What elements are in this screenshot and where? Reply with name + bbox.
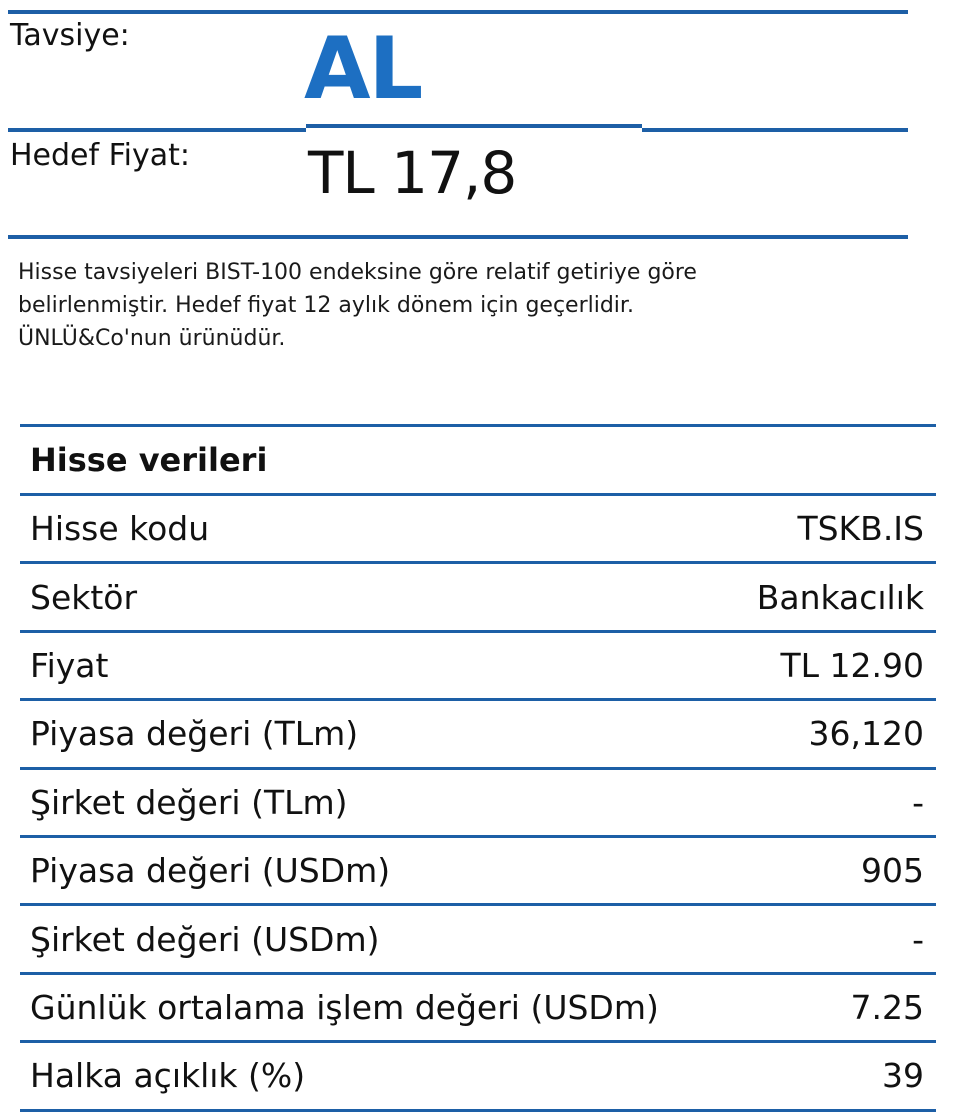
row-label: Sektör	[30, 577, 138, 617]
row-label: Fiyat	[30, 645, 109, 685]
disclaimer-line: ÜNLÜ&Co'nun ürünüdür.	[18, 326, 286, 351]
table-row	[20, 496, 936, 564]
table-row	[20, 1043, 936, 1111]
top-rule	[8, 10, 908, 14]
recommendation-rule-left	[8, 128, 306, 132]
disclaimer-line: Hisse tavsiyeleri BIST-100 endeksine göre relatif getiriye göre	[18, 260, 697, 285]
row-label: Hisse kodu	[30, 509, 210, 549]
row-value: TL 12.90	[780, 645, 924, 685]
row-value: 7.25	[850, 987, 924, 1027]
row-label: Şirket değeri (USDm)	[30, 919, 380, 959]
table-row	[20, 564, 936, 632]
recommendation-rule-right	[642, 128, 908, 132]
table-row	[20, 906, 936, 974]
row-label: Piyasa değeri (USDm)	[30, 851, 391, 891]
target-price-value: TL 17,8	[308, 139, 517, 207]
row-label: Şirket değeri (TLm)	[30, 782, 348, 822]
row-value: -	[912, 919, 924, 959]
table-row	[20, 838, 936, 906]
disclaimer-text	[18, 256, 918, 355]
disclaimer-line: belirlenmiştir. Hedef fiyat 12 aylık dönem için geçerlidir.	[18, 293, 634, 318]
row-label: Günlük ortalama işlem değeri (USDm)	[30, 987, 659, 1027]
target-price-label: Hedef Fiyat:	[10, 138, 191, 173]
table-row	[20, 975, 936, 1043]
row-value: 36,120	[808, 714, 924, 754]
row-value: -	[912, 782, 924, 822]
recommendation-rule-mid	[306, 124, 642, 128]
table-row	[20, 770, 936, 838]
recommendation-value: AL	[304, 19, 422, 119]
row-label: Halka açıklık (%)	[30, 1056, 306, 1096]
table-row	[20, 701, 936, 769]
row-value: 39	[882, 1056, 924, 1096]
target-rule	[8, 235, 908, 239]
stock-data-table	[20, 424, 936, 1112]
row-label: Piyasa değeri (TLm)	[30, 714, 359, 754]
table-row	[20, 633, 936, 701]
table-title: Hisse verileri	[20, 424, 936, 496]
row-value: 905	[861, 851, 924, 891]
row-value: TSKB.IS	[797, 509, 924, 549]
row-value: Bankacılık	[756, 577, 924, 617]
recommendation-label: Tavsiye:	[10, 18, 130, 53]
